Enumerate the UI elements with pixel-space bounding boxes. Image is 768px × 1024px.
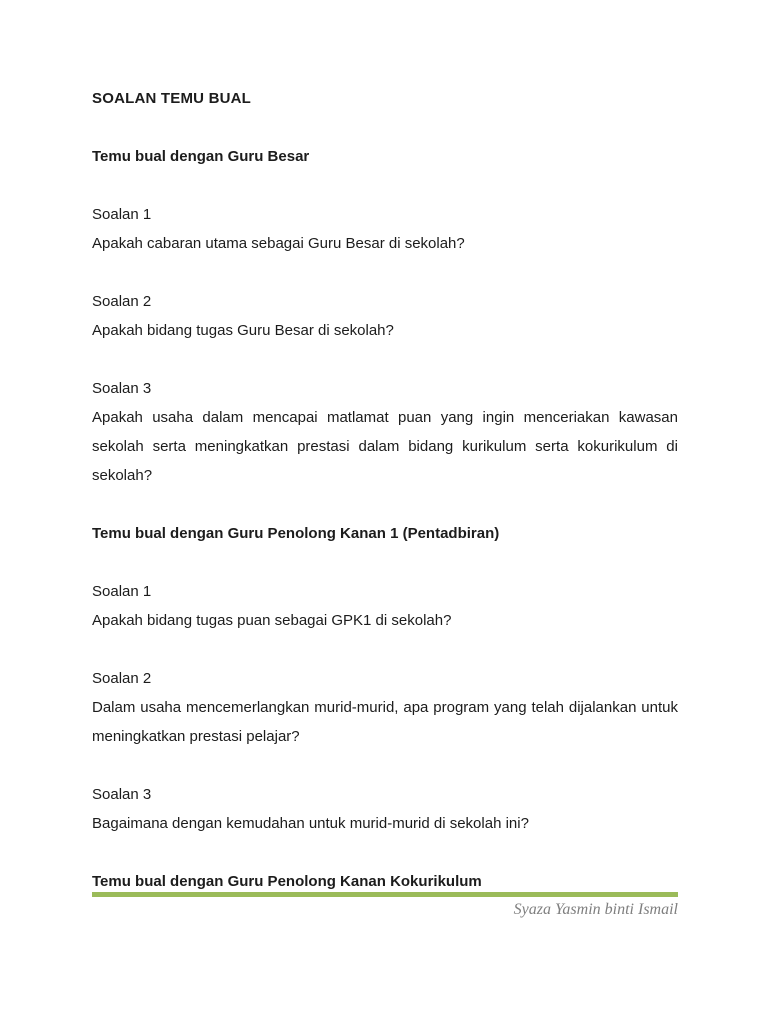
question-label: Soalan 2: [92, 293, 152, 310]
question-label: Soalan 1: [92, 206, 152, 223]
question-text: Apakah bidang tugas Guru Besar di sekolah?: [92, 322, 394, 339]
section-gpk1: [92, 519, 678, 838]
qa-block: [92, 780, 678, 838]
qa-block: [92, 374, 678, 490]
qa-block: [92, 577, 678, 635]
question-text: Apakah cabaran utama sebagai Guru Besar di sekolah?: [92, 235, 465, 252]
section-guru-besar: [92, 142, 678, 490]
question-text: Apakah usaha dalam mencapai matlamat puan yang ingin menceriakan kawasan sekolah serta meningkatkan prestasi dalam bidang kurikulum serta kokurikulum di sekolah?: [92, 409, 678, 484]
section-heading-gpk-kokurikulum: Temu bual dengan Guru Penolong Kanan Kokurikulum: [92, 873, 482, 890]
question-text: Dalam usaha mencemerlangkan murid-murid, apa program yang telah dijalankan untuk meningkatkan prestasi pelajar?: [92, 699, 678, 745]
page-title: SOALAN TEMU BUAL: [92, 90, 252, 107]
qa-block: [92, 200, 678, 258]
section-heading-guru-besar: Temu bual dengan Guru Besar: [92, 148, 310, 165]
footer-author: Syaza Yasmin binti Ismail: [513, 901, 678, 918]
section-heading-gpk1: Temu bual dengan Guru Penolong Kanan 1 (Pentadbiran): [92, 525, 500, 542]
qa-block: [92, 287, 678, 345]
question-label: Soalan 1: [92, 583, 152, 600]
question-label: Soalan 3: [92, 786, 152, 803]
question-label: Soalan 2: [92, 670, 152, 687]
qa-block: [92, 664, 678, 751]
question-label: Soalan 3: [92, 380, 152, 397]
question-text: Apakah bidang tugas puan sebagai GPK1 di sekolah?: [92, 612, 452, 629]
question-text: Bagaimana dengan kemudahan untuk murid-murid di sekolah ini?: [92, 815, 529, 832]
